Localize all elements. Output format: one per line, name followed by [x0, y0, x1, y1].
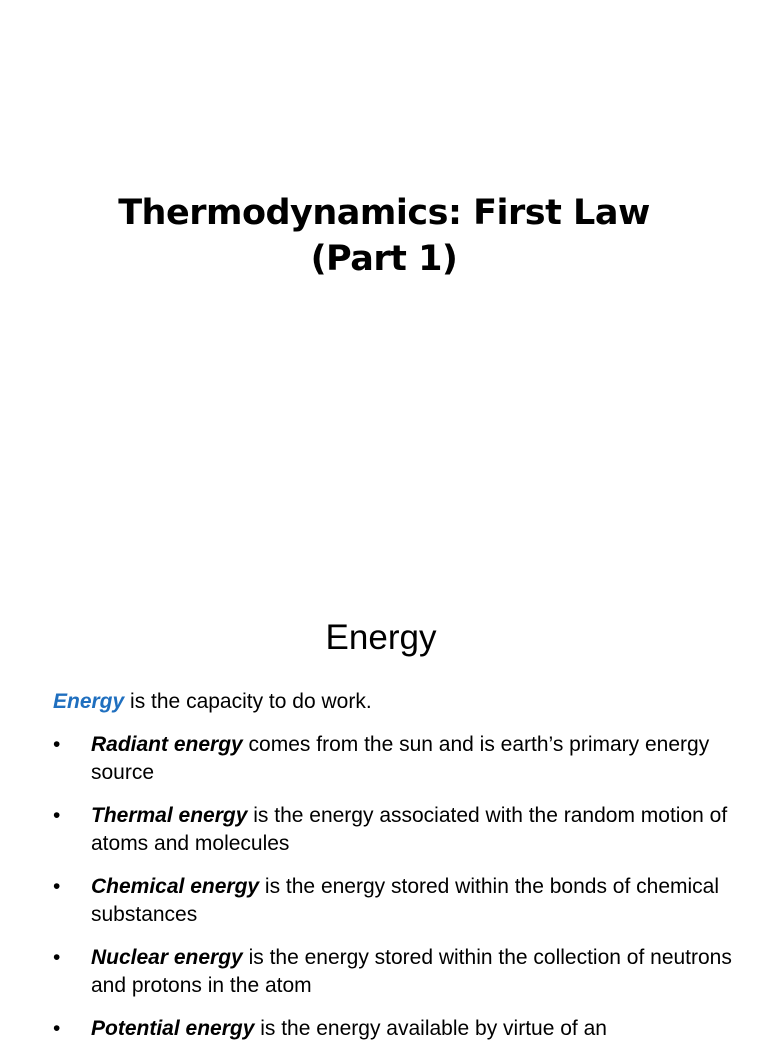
slide-title	[0, 190, 768, 282]
bullet-icon: •	[53, 733, 61, 756]
slide-title-line-1: Thermodynamics: First Law	[118, 193, 650, 233]
list-item-thermal-energy	[53, 802, 753, 858]
bullet-icon: •	[53, 875, 61, 898]
list-item-potential-energy	[53, 1015, 753, 1043]
bullet-text: is the energy stored within the bonds of chemical substances	[91, 875, 719, 926]
bullet-text: comes from the sun and is earth’s primary energy source	[91, 733, 710, 784]
slide-title-line-2: (Part 1)	[310, 239, 458, 279]
bullet-text: is the energy associated with the random motion of atoms and molecules	[91, 804, 728, 855]
bullet-term: Thermal energy	[91, 804, 248, 827]
energy-types-list	[53, 731, 753, 1058]
energy-definition	[53, 689, 372, 715]
bullet-text: is the energy stored within the collection of neutrons and protons in the atom	[91, 946, 732, 997]
bullet-icon: •	[53, 804, 61, 827]
bullet-term: Radiant energy	[91, 733, 243, 756]
energy-heading: Energy	[325, 618, 437, 657]
bullet-icon: •	[53, 1017, 61, 1040]
bullet-term: Chemical energy	[91, 875, 260, 898]
bullet-term: Potential energy	[91, 1017, 255, 1040]
energy-slide	[0, 576, 768, 1040]
bullet-term: Nuclear energy	[91, 946, 243, 969]
bullet-icon: •	[53, 946, 61, 969]
list-item-nuclear-energy	[53, 944, 753, 1000]
list-item-radiant-energy	[53, 731, 753, 787]
energy-definition-term: Energy	[53, 690, 125, 713]
list-item-chemical-energy	[53, 873, 753, 929]
energy-definition-text: is the capacity to do work.	[124, 690, 372, 713]
bullet-text: is the energy available by virtue of an	[254, 1017, 607, 1040]
